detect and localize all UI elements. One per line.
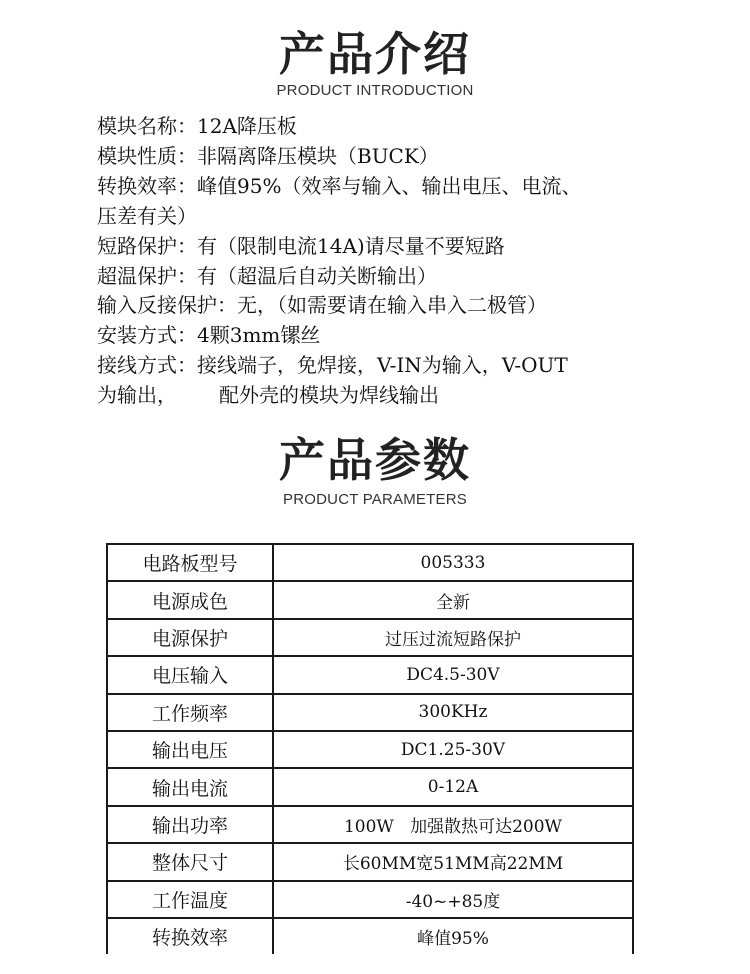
param-value: 0-12A <box>273 768 633 805</box>
param-label: 工作频率 <box>107 694 273 731</box>
params-table <box>106 543 634 954</box>
table-row <box>107 806 633 843</box>
param-label: 输出电流 <box>107 768 273 805</box>
params-title: 产品参数 <box>279 433 471 487</box>
param-value: 过压过流短路保护 <box>273 619 633 656</box>
intro-line-wiring-cont-b: 配外壳的模块为焊线输出 <box>219 383 439 408</box>
param-label: 整体尺寸 <box>107 843 273 880</box>
table-row <box>107 918 633 954</box>
param-value: DC4.5-30V <box>273 656 633 693</box>
intro-line-efficiency: 转换效率：峰值95%（效率与输入、输出电压、电流、 <box>97 173 582 198</box>
param-label: 电路板型号 <box>107 544 273 581</box>
param-label: 工作温度 <box>107 881 273 918</box>
param-label: 电源保护 <box>107 619 273 656</box>
intro-line-name: 模块名称：12A降压板 <box>97 114 297 138</box>
table-row <box>107 694 633 731</box>
intro-text <box>97 112 697 411</box>
intro-line-short-protect: 短路保护：有（限制电流14A)请尽量不要短路 <box>97 233 505 258</box>
param-label: 电源成色 <box>107 581 273 618</box>
table-row <box>107 843 633 880</box>
intro-line-wiring: 接线方式：接线端子，免焊接，V-IN为输入，V-OUT <box>97 353 568 378</box>
param-label: 输出电压 <box>107 731 273 768</box>
param-value: 全新 <box>273 581 633 618</box>
intro-line-wiring-cont <box>97 381 697 411</box>
intro-title: 产品介绍 <box>279 27 471 81</box>
params-subtitle: PRODUCT PARAMETERS <box>283 491 467 508</box>
table-row <box>107 768 633 805</box>
param-value: 005333 <box>273 544 633 581</box>
intro-line-type: 模块性质：非隔离降压模块（BUCK） <box>97 143 439 168</box>
table-row <box>107 881 633 918</box>
param-value: 峰值95% <box>273 918 633 954</box>
table-row <box>107 544 633 581</box>
intro-line-reverse: 输入反接保护：无，（如需要请在输入串入二极管） <box>97 293 547 318</box>
param-value: 长60MM宽51MM高22MM <box>273 843 633 880</box>
table-row <box>107 731 633 768</box>
intro-line-overheat: 超温保护：有（超温后自动关断输出） <box>97 263 437 288</box>
intro-line-mount: 安装方式：4颗3mm镙丝 <box>97 323 321 348</box>
table-row <box>107 581 633 618</box>
intro-subtitle: PRODUCT INTRODUCTION <box>276 82 474 99</box>
param-value: 300KHz <box>273 694 633 731</box>
param-label: 电压输入 <box>107 656 273 693</box>
param-value: 100W 加强散热可达200W <box>273 806 633 843</box>
param-value: -40~+85度 <box>273 881 633 918</box>
param-label: 转换效率 <box>107 918 273 954</box>
param-value: DC1.25-30V <box>273 731 633 768</box>
table-row <box>107 619 633 656</box>
intro-line-wiring-cont-a: 为输出， <box>97 383 177 408</box>
intro-line-efficiency-cont: 压差有关） <box>97 203 197 228</box>
param-label: 输出功率 <box>107 806 273 843</box>
table-row <box>107 656 633 693</box>
